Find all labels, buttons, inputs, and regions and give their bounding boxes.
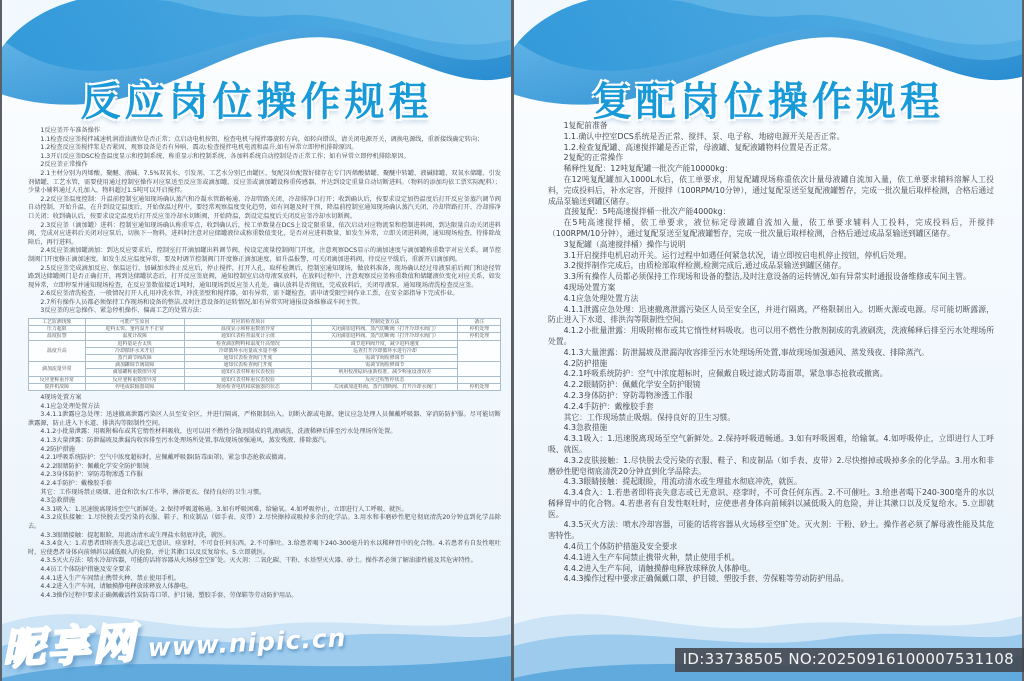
text-line: 2.4反应釜滴加罐滴加：到达反应要求后，控制室打开滴加罐出料调节阀，按设定流量控制阀门开度，注意观察DCS显示的滴加速度与滴加罐称重数字对应关系，调节控制阀门开度修正滴加速度，如发生反应温度异常，要及时调节控制阀门开度修正滴加速度，如升温报警，可关闭滴加进料阀，待反应平缓后，重新开启滴加阀。 bbox=[28, 247, 501, 263]
table-header-cell: 工艺监测现象 bbox=[29, 319, 86, 326]
table-cell: 需调节阀检修调节 bbox=[312, 355, 458, 362]
text-line: 4.1.3大量泄露：防泄漏坡及泄漏沟收容排至污水处理场所处置,事故现场加强通风、蒸发残夜、排除蒸汽。 bbox=[563, 347, 929, 357]
table-cell: 反应釜称重数值异常 bbox=[85, 376, 184, 383]
text-line: 3.1开启搅拌电机启动开关。运行过程中如遇任何紧急状况，请立即按启电机停止按钮，停机后处理。 bbox=[563, 250, 912, 260]
text-line: 在5吨高速搅拌桶，依工单要求，液位标定母液罐自流加入量，依工单要求辅料人工投料，完成投料后，开搅拌（100RPM/10分钟），通过复配泵送至复配液罐暂存，完成一批次量后取样检测，合格后通过成品泵输送到罐区储存。 bbox=[548, 218, 994, 238]
text-line: 1.2检查反应釜搅拌浆是否紧固、观察设备是否有异响、震动;检查搅拌电机电流和温升,如有异常立即停机排除原因。 bbox=[40, 144, 358, 152]
table-cell: 检查滴加物料和温度升高情况 bbox=[184, 340, 311, 347]
text-line: 4.3.3眼睛接触：提起眼睑，用流动清水或生理盐水彻底冲洗，就医。 bbox=[40, 531, 230, 539]
text-line: 4.3.3眼睛接触：提起眼睑，用流动清水或生理盐水彻底冲洗，就医。 bbox=[563, 477, 802, 487]
text-line: 4.3.1吸入：1.迅速脱离现场至空气新鲜处。2.保持呼吸道畅通。3.如有呼吸困难，给输氧。4.如呼吸停止，立即进行人工呼吸、就医。 bbox=[40, 505, 408, 513]
table-header-cell: 可能产生原因 bbox=[85, 319, 184, 326]
text-line: 4.1.2小批量泄露：用吸附棉布或其它惰性材料吸收。也可以用不燃性分散剂制成的乳液刷洗，洗液稀释后排至污水处理场所处置。 bbox=[548, 326, 994, 346]
reaction-disposal-section bbox=[28, 394, 501, 600]
table-cell: 通知仪表对称重仪表校验 bbox=[184, 376, 311, 383]
table-cell: 调节进料阀开度，减少进料速度 bbox=[312, 340, 458, 347]
text-line: 4.4.2进入生产车间，请触摸静电释放球释放人体静电。 bbox=[40, 583, 193, 591]
table-cell: 通知仪表检查阀门开度 bbox=[184, 355, 311, 362]
text-line: 4.4.1进入生产车间禁止携带火种，禁止使用手机。 bbox=[563, 552, 740, 562]
table-cell: 滴加流量异常 bbox=[29, 362, 86, 376]
text-line: 4.2.3身体防护：穿防毒物渗透工作服 bbox=[563, 390, 693, 400]
text-line: 1.1检查反应釜搅拌减速机润滑油液位是否正常；点启动电机按钮，检查电机与搅拌器旋转方向，如转向错误，请关闭电源开关，调换电源线，重新接线确定转向； bbox=[40, 135, 484, 143]
text-line: 4.2.2眼睛防护：佩戴化学安全防护眼镜 bbox=[40, 462, 149, 470]
table-cell: 温度升高 bbox=[29, 340, 86, 362]
poster-compounding-position bbox=[514, 0, 1022, 681]
table-cell: 反应过程暂停状态 bbox=[312, 376, 458, 383]
page-title-compounding: 复配岗位操作规程 bbox=[592, 79, 944, 125]
page-title-reaction: 反应岗位操作规程 bbox=[80, 79, 433, 125]
emergency-handling-table bbox=[28, 318, 501, 391]
text-line: 4现场处置方案 bbox=[563, 282, 616, 292]
table-cell: 通知仪表对称重仪表校验 bbox=[184, 369, 311, 376]
compounding-section bbox=[548, 121, 994, 585]
text-line: 3复配罐（高速搅拌桶）操作与说明 bbox=[563, 239, 686, 249]
text-line: 4.2.1呼吸系统防护：空气中浓度超标时，应佩戴呼吸器(防毒面罩)，紧急事态抢救或撤离。 bbox=[40, 454, 290, 462]
table-cell: 温度显示和称重数值异常 bbox=[184, 326, 311, 333]
text-line: 4.2.1呼吸系统防护：空气中浓度超标时，应佩戴自吸过滤式防毒面罩，紧急事态抢救或撤离。 bbox=[563, 369, 888, 379]
table-cell: 冷却循环水未开启 bbox=[85, 347, 184, 354]
text-line: 1.3开启反应釜DSC检查温度显示和控制系统、称重显示和控制系统、各加料系统自动控制是否正常工作；如有异常立即停机排除原因。 bbox=[40, 152, 410, 160]
table-header-cell: 对应的检查项目 bbox=[184, 319, 311, 326]
text-line: 3反应釜的应急操作、紧急停机操作、偏离工艺的处置方法： bbox=[40, 307, 206, 315]
table-cell: 滴加罐调节阀故障 bbox=[85, 362, 184, 369]
table-cell bbox=[458, 362, 501, 376]
table-cell: 进料量是否太快 bbox=[85, 340, 184, 347]
text-line: 2.2反应釜温度控制：升温前控制室通知现场确认蒸汽和冷凝水管路畅通、冷却管路关闭、冷却排净口打开；收到确认后，按要求设定加热温度后打开反应釜蒸汽调节阀自动控制，开始升温，在升到设定温度后，开始保温过程中，要经常观察温度变化趋势，如有问题及时干预，降温前控制室通知现场确认蒸汽关闭、冷却管路打开、冷却排净口关闭；收到确认后，按要求设定温度后打开反应釜冷却水切断阀，开始降温，到设定温度后关闭反应釜冷却水切断阀。 bbox=[28, 195, 501, 220]
text-line: 4.3急救措施 bbox=[40, 497, 75, 505]
table-cell: 搅拌机故障 bbox=[29, 383, 86, 390]
text-line: 4.3.4食入：1.若患者即将丧失意志或已无意识、痉挛时，不可食任何东西。2.不可催吐。3.给患者喝下240-300毫升的水以稀释胃中的化合物。4.若患者有自发性呕吐时，应使患者身体向前倾斜以减低吸入的危险，并让其漱口以及反复给水。5.立即就医。 bbox=[28, 540, 501, 556]
table-cell bbox=[458, 376, 501, 383]
text-line: 4.3.5灭火方法：喷水冷却容器，可能的话将容器从火场移至空旷处。灭火剂：二氧化碳、干粉、水基型灭火器、砂土。操作者必须了解油漆性能及其危害特性。 bbox=[40, 557, 477, 565]
table-cell: 通知仪表检查阀门开度 bbox=[184, 362, 311, 369]
reaction-intro-section bbox=[28, 127, 501, 316]
table-cell: 关闭滴加进料阀、蒸汽切断阀（打开冷却水阀门） bbox=[312, 333, 458, 340]
table-cell: 关闭滴加进料阀、蒸汽切断阀、打开冷却水阀门 bbox=[312, 383, 458, 390]
table-cell: 停机处理 bbox=[458, 333, 501, 340]
text-line: 直接复配：5吨高速搅拌桶一批次产能4000kg： bbox=[563, 207, 731, 217]
text-line: 其它：工作现场禁止吸烟。保持良好的卫生习惯。 bbox=[563, 412, 736, 422]
watermark-site-url: www.nipic.cn bbox=[146, 623, 348, 663]
table-cell: 巡查打开冷却循环水进行冷却 bbox=[312, 347, 458, 354]
image-id-badge: ID:33738505 NO:20250916100007531108 bbox=[675, 648, 1024, 672]
text-line: 1复配前准备 bbox=[563, 121, 608, 130]
text-line: 4.1应急处理处置方法 bbox=[40, 402, 100, 410]
poster-reaction-position bbox=[2, 0, 511, 681]
table-cell: 通知仪表检查温度计示值 bbox=[184, 333, 311, 340]
table-cell: 关闭滴加进料阀、蒸汽切断阀（打开冷却水阀门） bbox=[312, 326, 458, 333]
table-cell: 压力超限 bbox=[29, 326, 86, 333]
text-line: 4.3.5灭火方法：喷水冷却容器，可能的话将容器从火场移至空旷处。灭火剂：干粉、砂土。操作者必须了解母液性能及其危害特性。 bbox=[548, 520, 994, 541]
text-line: 3.4.1.1泄露应急处理：迅速撤离泄露污染区人员至安全区，并进行隔离，严格限制出入。切断火源或电源。建议应急处理人员佩戴呼吸器、穿消防防护服。尽可能切断泄露源，防止进入下水道、排洪沟等限制性空间。 bbox=[28, 411, 501, 427]
text-line: 4.1.2小批量泄露：用吸附棉布或其它惰性材料吸收，也可以用不燃性分散剂制成的乳液刷洗，洗液稀释后排至污水处理场所处置。 bbox=[40, 428, 397, 436]
table-cell: 停机处理 bbox=[458, 326, 501, 333]
text-line: 4.3.2皮肤接触：1.尽快脱去受污染的衣服、鞋子、和皮制品（如手表、皮带）2.尽快擦掉或吸掉多余的化学品。3.用水和非磨砂性肥皂彻底清洗20分钟直到化学品除去。 bbox=[548, 455, 994, 476]
text-line: 在12吨复配罐加入1000L水后，依工单要求，用复配罐现场称重依次计量母液罐自流加入量，依工单要求辅料溶解人工投料，完成投料后，补水定容，开搅拌（100RPM/10分钟），通过复配泵送至复配液罐暂存，完成一批次量后取样检测，合格后通过成品泵输送到罐区储存。 bbox=[548, 174, 994, 206]
table-cell: 停机处理 bbox=[458, 383, 501, 390]
text-line: 4.2.4手防护：戴橡胶手套 bbox=[40, 480, 112, 488]
text-line: 2反应釜正常操作 bbox=[40, 161, 88, 169]
text-line: 4.2防护措施 bbox=[40, 445, 75, 453]
text-line: 1.1.确认中控室DCS系统是否正常、搅拌、泵、电子称、地磅电源开关是否正常。 bbox=[563, 131, 845, 141]
text-line: 2.6反应釜清洗检查，一般情况打开人孔用冲洗水管，冲洗釜壁和搅拌器，如有异常，需下罐检查，需申请受限空间作业工票，在安全部指导下完成作业。 bbox=[40, 290, 459, 298]
text-line: 4.4.3操作过程中要求正确佩戴活性炭防毒口罩、护目镜、塑胶手套、劳保鞋等劳动防护用品。 bbox=[40, 591, 298, 599]
table-cell: 现场检查电机和联轴器的状态 bbox=[184, 383, 311, 390]
text-line: 4.4.1进入生产车间禁止携带火种、禁止使用手机。 bbox=[40, 574, 180, 582]
table-cell: 冷却循环水用量或水量不够 bbox=[184, 347, 311, 354]
text-line: 4.1.3大量泄露：防泄漏坡及泄漏沟收容排至污水处理场所处置,事故现场加强通风、蒸发残液、排除蒸汽。 bbox=[40, 437, 331, 445]
table-cell: 温度计故障 bbox=[85, 333, 184, 340]
text-line: 4.4员工个体防护措施及安全要求 bbox=[40, 565, 131, 573]
table-cell: 停电或联轴器故障 bbox=[85, 383, 184, 390]
text-line: 2.1主材分别为丙烯酸、聚醚、液碱、7.5%双氧水、引发剂、工艺水分别已由罐区、复配岗位配置好储存在专门丙烯酸储罐、聚醚中转罐、液碱储罐、双氧水储罐、引发剂储罐、工艺水管，需要使用通过控制室操作对应泵送至反应釜或滴加罐，反应釜或滴加罐设称重传感器，并达到设定重量自动切断进料。（物料的添加均依工票实际配料）；少量小辅料通过人孔加入，物料超过1.5吨可以开启搅拌。 bbox=[28, 169, 501, 195]
table-cell: 滴加罐称重数值异常 bbox=[85, 369, 184, 376]
text-line: 1反应釜开车准备操作 bbox=[40, 127, 101, 134]
table-cell bbox=[458, 340, 501, 362]
text-line: 4.2.4手防护：戴橡胶手套 bbox=[563, 401, 654, 411]
text-line: 4现场处置方案 bbox=[40, 394, 82, 402]
table-cell: 温度报警 bbox=[29, 333, 86, 340]
compounding-procedure-text bbox=[548, 121, 994, 585]
text-line: 4.2防护措施 bbox=[563, 358, 608, 368]
reaction-procedure-text bbox=[28, 127, 501, 600]
table-cell: 进料太快、釜内温升不正常 bbox=[85, 326, 184, 333]
text-line: 4.2.3身体防护：穿防毒物渗透工作服 bbox=[40, 471, 143, 479]
text-line: 2.3反应釜（滴加罐）进料：控制室通知现场确认称重零点，收到确认后，按工单数量在DCS上设定限重量，依次启动对应物流泵和控制进料阀，到达限量自动关闭进料阀，完成对应进料后关闭对应泵后，切换下一物料，进料时注意对应储罐液位或称重数值变化，是否对应进料数量，如发生异常，立即关闭进料阀，通知现场检查，待排除故障后，再行进料。 bbox=[28, 221, 501, 246]
text-line: 1.2.检查复配罐、高速搅拌罐是否正常，母液罐、复配液罐物料位置是否正常。 bbox=[563, 142, 836, 152]
text-line: 其它：工作现场禁止吸烟、进食和饮水/工作毕，淋浴更衣。保持良好的卫生习惯。 bbox=[40, 488, 266, 496]
text-line: 稀释性复配：12吨复配罐一批次产能10000kg： bbox=[563, 164, 733, 174]
text-line: 4.2.2眼睛防护：佩戴化学安全防护眼镜 bbox=[563, 380, 701, 390]
table-cell: 利用校准砝码重新校准，减少称重设备误差 bbox=[312, 369, 458, 376]
table-cell: 蒸汽调节阀故障 bbox=[85, 355, 184, 362]
text-line: 4.3.2皮肤接触：1.尽快脱去受污染的衣服、鞋子、和皮制品（如手表、皮带）2.尽快擦掉或吸掉多余的化学品。3.用水和非磨砂性肥皂彻底清洗20分钟直到化学品除去。 bbox=[28, 514, 501, 530]
text-line: 4.3.4食入：1.若患者即将丧失意志或已无意识、痉挛时，不可食任何东西。2.不可催吐。3.给患者喝下240-300毫升的水以稀释胃中的化合物。4.若患者有自发性呕吐时，应使患者身体向前倾斜以减低吸入的危险，并让其漱口以及反复给水。5.立即就医。 bbox=[548, 488, 994, 519]
text-line: 3.2搅拌制作完成后，由质检部取样检测,检测完成后,通过成品泵输送到罐区储存。 bbox=[563, 261, 847, 271]
text-line: 4.3急救措施 bbox=[563, 423, 608, 433]
text-line: 4.1.1泄露应急处理：迅速撤离泄露污染区人员至安全区，并进行隔离，严格限制出入。切断火源或电源。尽可能切断露源，防止进入下水道、排洪沟等限制性空间。 bbox=[548, 304, 994, 325]
text-line: 4.4.2进入生产车间，请触摸静电释放球释放人体静电。 bbox=[563, 563, 755, 573]
watermark-site-name: 昵享网 bbox=[1, 618, 139, 675]
table-cell: 反应釜称重异常 bbox=[29, 376, 86, 383]
text-line: 2复配的正常操作 bbox=[563, 153, 624, 163]
text-line: 2.5反应釜完成滴加反应、保温运行、加碱加水终止反应后，停止搅拌，打开人孔，取样检测后，控制室通知现场，做放料准备，现场确认经过母液泵前后阀门和途径管路到达储罐阀门是否正确打开，再到达储罐状态后，打开反应釜底阀，通知控制室启动母液泵放料，在放料过程中，注意观察反应釜称重数值和储罐液位变化对应关系，如发现异常，立即停泵并通知现场检查，在反应釜数值接近1吨时，通知现场到反应釜人孔处，确认放料是否彻底，完成放料后，关闭母液泵，通知现场清洗检查反应釜。 bbox=[28, 264, 501, 289]
text-line: 4.4员工个体防护措施及安全要求 bbox=[563, 542, 678, 552]
table-cell: 需调节阀检修调节 bbox=[312, 362, 458, 369]
text-line: 4.4.3操作过程中要求正确佩戴口罩、护目镜、塑胶手套、劳保鞋等劳动防护用品。 bbox=[563, 574, 849, 584]
text-line: 4.3.1吸入：1.迅速脱离现场至空气新鲜处。2.保持呼吸道畅通。3.如有呼吸困难，给输氧。4.如呼吸停止，立即进行人工呼吸、就医。 bbox=[548, 434, 994, 454]
text-line: 2.7所有操作人员都必须保持工作现场和设备的整洁,及时注意设备的运转情况,如有异常实时通报设备维修或车间主管。 bbox=[40, 298, 364, 306]
text-line: 4.1应急处理处置方法 bbox=[563, 293, 639, 303]
table-header-cell: 备注 bbox=[458, 319, 501, 326]
table-header-cell: 控制处置方法 bbox=[312, 319, 458, 326]
text-line: 3.3所有操作人员都必须保持工作现场和设备的整洁,及时注意设备的运转情况,如有异常实时通报设备维修或车间主管。 bbox=[563, 272, 971, 282]
